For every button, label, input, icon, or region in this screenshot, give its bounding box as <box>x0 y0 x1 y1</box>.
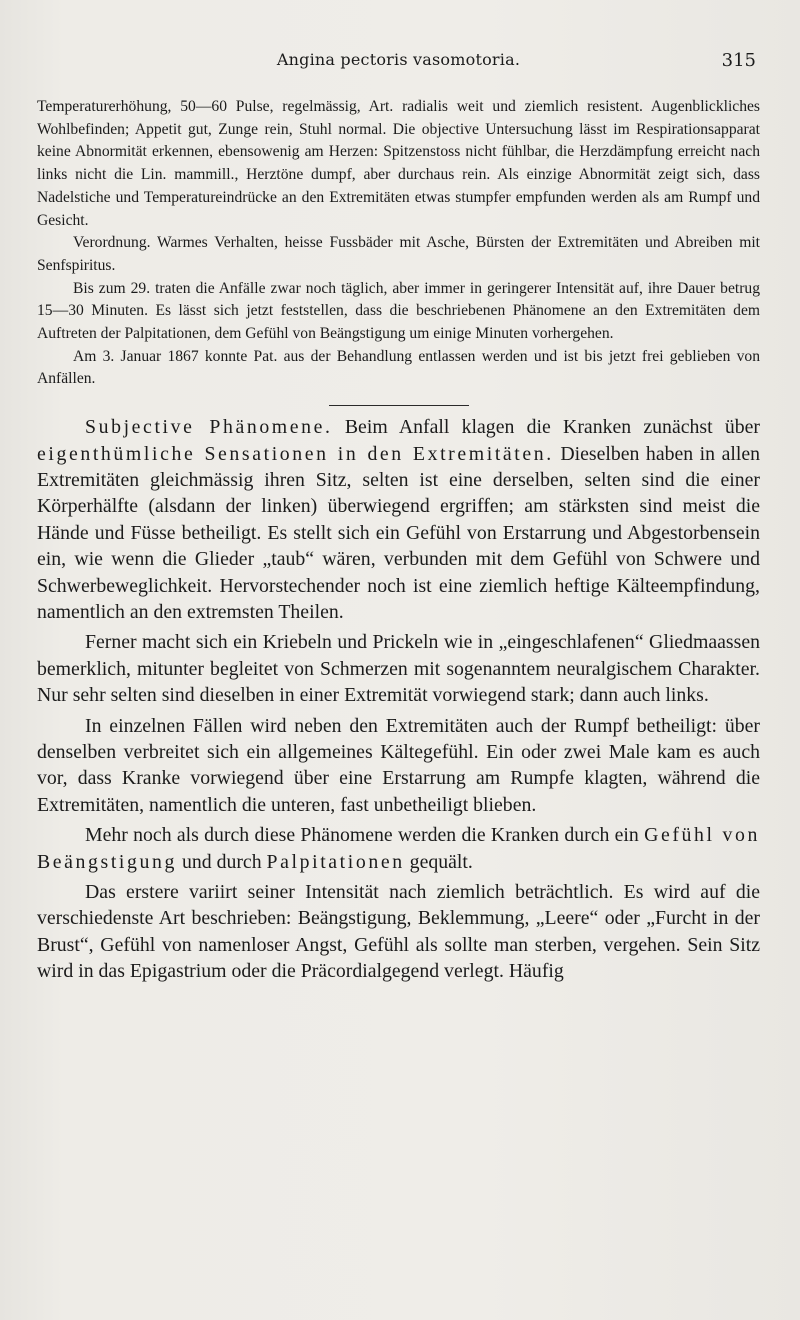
running-title: Angina pectoris vasomotoria. <box>276 50 521 69</box>
text-run: Mehr noch als durch diese Phänomene werden die Kranken durch ein <box>85 824 645 847</box>
case-report-section <box>37 96 760 391</box>
text-run: und durch <box>177 850 267 873</box>
main-paragraph-5: Das erstere variirt seiner Intensität nach ziemlich beträchtlich. Es wird auf die verschiedenste Art beschrieben: Beängstigung, Beklemmung, „Leere“ oder „Furcht in der Brust“, Gefühl von namenloser Angst, Gefühl als sollte man sterben, vergehen. Sein Sitz wird in das Epigastrium oder die Präcordialgegend verlegt. Häufig <box>37 881 760 983</box>
case-paragraph-4: Am 3. Januar 1867 konnte Pat. aus der Behandlung entlassen werden und ist bis jetzt frei geblieben von Anfällen. <box>37 347 760 388</box>
emphasis-run: Palpitationen <box>266 850 405 873</box>
emphasis-run: eigenthümliche Sensationen in den Extremitäten. <box>37 442 554 465</box>
case-paragraph-1: Temperaturerhöhung, 50—60 Pulse, regelmässig, Art. radialis weit und ziemlich resistent. Augenblickliches Wohlbefinden; Appetit gut, Zunge rein, Stuhl normal. Die objective Untersuchung lässt im Respirationsapparat keine Abnormität erkennen, ebensowenig am Herzen: Spitzenstoss nicht fühlbar, die Herzdämpfung erreicht nach links nicht die Lin. mammill., Herztöne dumpf, aber durchaus rein. Als einzige Abnormität zeigt sich, dass Nadelstiche und Temperatureindrücke an den Extremitäten etwas stumpfer empfunden werden als am Rumpf und Gesicht. <box>37 98 760 229</box>
text-run: Dieselben haben in allen Extremitäten gleichmässig ihren Sitz, selten ist eine derselben, selten sind die einer Körperhälfte (alsdann der linken) überwiegend ergriffen; am stärksten sind meist die Hände und Füsse betheiligt. Es stellt sich ein Gefühl von Erstarrung und Abgestorbensein ein, wie wenn die Glieder „taub“ wären, verbunden mit dem Gefühl von Schwere und Schwerbeweglichkeit. Hervorstechender noch ist eine ziemlich heftige Kälteempfindung, namentlich an den extremsten Theilen. <box>37 442 761 623</box>
case-paragraph-3: Bis zum 29. traten die Anfälle zwar noch täglich, aber immer in geringerer Intensität auf, ihre Dauer betrug 15—30 Minuten. Es lässt sich jetzt feststellen, dass die beschriebenen Phänomene an den Extremitäten dem Auftreten der Palpitationen, dem Gefühl von Beängstigung um einige Minuten vorhergehen. <box>37 279 760 343</box>
emphasis-run: Gefühl von Beängstigung <box>37 824 760 873</box>
main-paragraph-4 <box>37 822 760 875</box>
main-paragraph-1 <box>37 414 760 625</box>
text-run: gequält. <box>404 850 473 873</box>
main-paragraph-3: In einzelnen Fällen wird neben den Extremitäten auch der Rumpf betheiligt: über denselben verbreitet sich ein allgemeines Kältegefühl. Ein oder zwei Male kam es auch vor, dass Kranke vorwiegend über eine Erstarrung am Rumpfe klagten, während die Extremitäten, namentlich die unteren, fast unbetheiligt blieben. <box>37 714 760 816</box>
section-divider <box>329 405 469 406</box>
text-run: Beim Anfall klagen die Kranken zunächst über <box>332 416 760 439</box>
main-paragraph-2: Ferner macht sich ein Kriebeln und Prickeln wie in „eingeschlafenen“ Gliedmaassen bemerklich, mitunter begleitet von Schmerzen mit sogenanntem neuralgischem Charakter. Nur sehr selten sind dieselben in einer Extremität vorwiegend stark; dann auch links. <box>37 631 760 707</box>
case-paragraph-2: Verordnung. Warmes Verhalten, heisse Fussbäder mit Asche, Bürsten der Extremitäten und Abreiben mit Senfspiritus. <box>37 234 760 274</box>
main-text-section <box>37 414 760 985</box>
section-heading: Subjective Phänomene. <box>85 416 333 439</box>
page-header <box>37 48 760 86</box>
page-number: 315 <box>721 50 756 71</box>
